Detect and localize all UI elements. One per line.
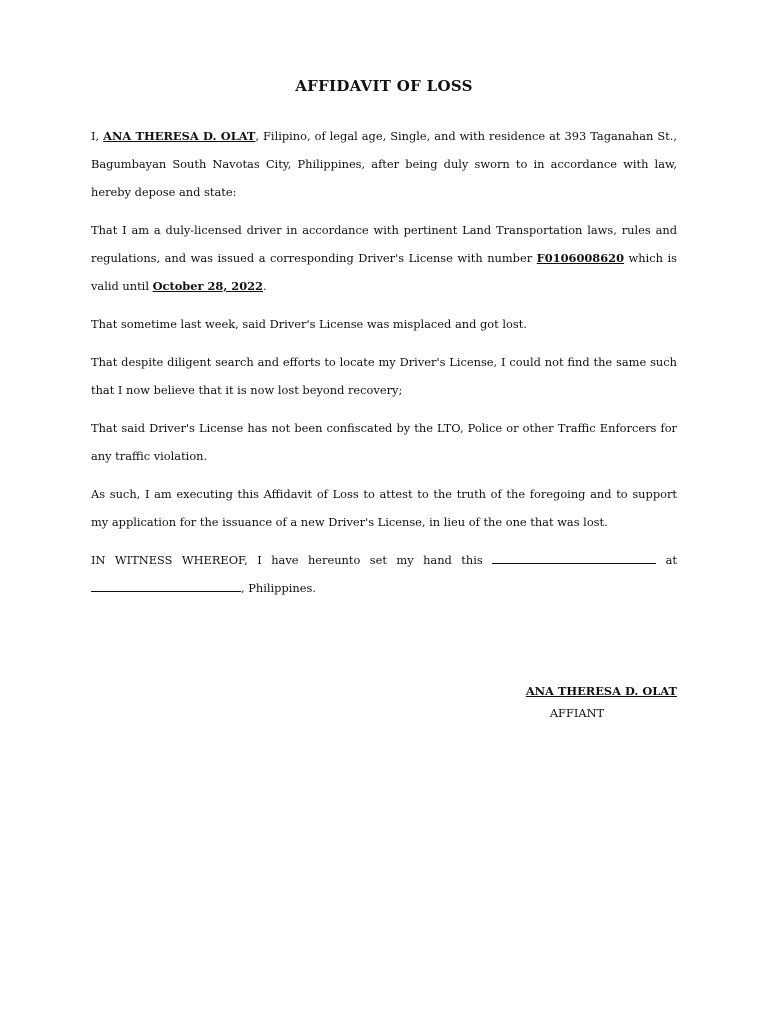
license-end: . xyxy=(262,279,267,293)
signature-block xyxy=(477,680,677,724)
paragraph-license xyxy=(91,216,677,300)
witness-mid: at xyxy=(656,553,677,567)
intro-rest: , Filipino, of legal age, Single, and with residence at 393 Taganahan St., Bagumbayan South Navotas City, Philippines, after being duly sworn to in accordance with law, hereby depose and state: xyxy=(91,129,678,199)
paragraph-witness xyxy=(91,546,677,602)
license-number: F0106008620 xyxy=(536,251,625,265)
license-mid: which is valid until xyxy=(91,251,677,293)
document-title: AFFIDAVIT OF LOSS xyxy=(295,77,473,95)
signature-name: ANA THERESA D. OLAT xyxy=(525,684,677,698)
paragraph-intro xyxy=(91,122,677,206)
witness-end: , Philippines. xyxy=(241,581,316,595)
paragraph-search: That despite diligent search and efforts to locate my Driver's License, I could not find the same such that I now believe that it is now lost beyond recovery; xyxy=(91,355,677,397)
place-blank-line[interactable] xyxy=(91,590,241,592)
license-text: That I am a duly-licensed driver in accordance with pertinent Land Transportation laws, rules and regulations, and was issued a corresponding Driver's License with number xyxy=(91,223,677,265)
witness-lead: IN WITNESS WHEREOF, I have hereunto set my hand this xyxy=(91,553,493,567)
intro-lead: I, xyxy=(91,129,104,143)
paragraph-not-confiscated: That said Driver's License has not been confiscated by the LTO, Police or other Traffic Enforcers for any traffic violation. xyxy=(91,421,677,463)
signature-role: AFFIANT xyxy=(549,706,605,720)
document-body xyxy=(91,122,677,612)
affiant-name: ANA THERESA D. OLAT xyxy=(103,129,256,143)
valid-until-date: October 28, 2022 xyxy=(152,279,263,293)
paragraph-executing: As such, I am executing this Affidavit of Loss to attest to the truth of the foregoing and to support my application for the issuance of a new Driver's License, in lieu of the one that was lost. xyxy=(91,487,677,529)
paragraph-lost: That sometime last week, said Driver's License was misplaced and got lost. xyxy=(91,317,527,331)
date-blank-line[interactable] xyxy=(492,562,656,564)
